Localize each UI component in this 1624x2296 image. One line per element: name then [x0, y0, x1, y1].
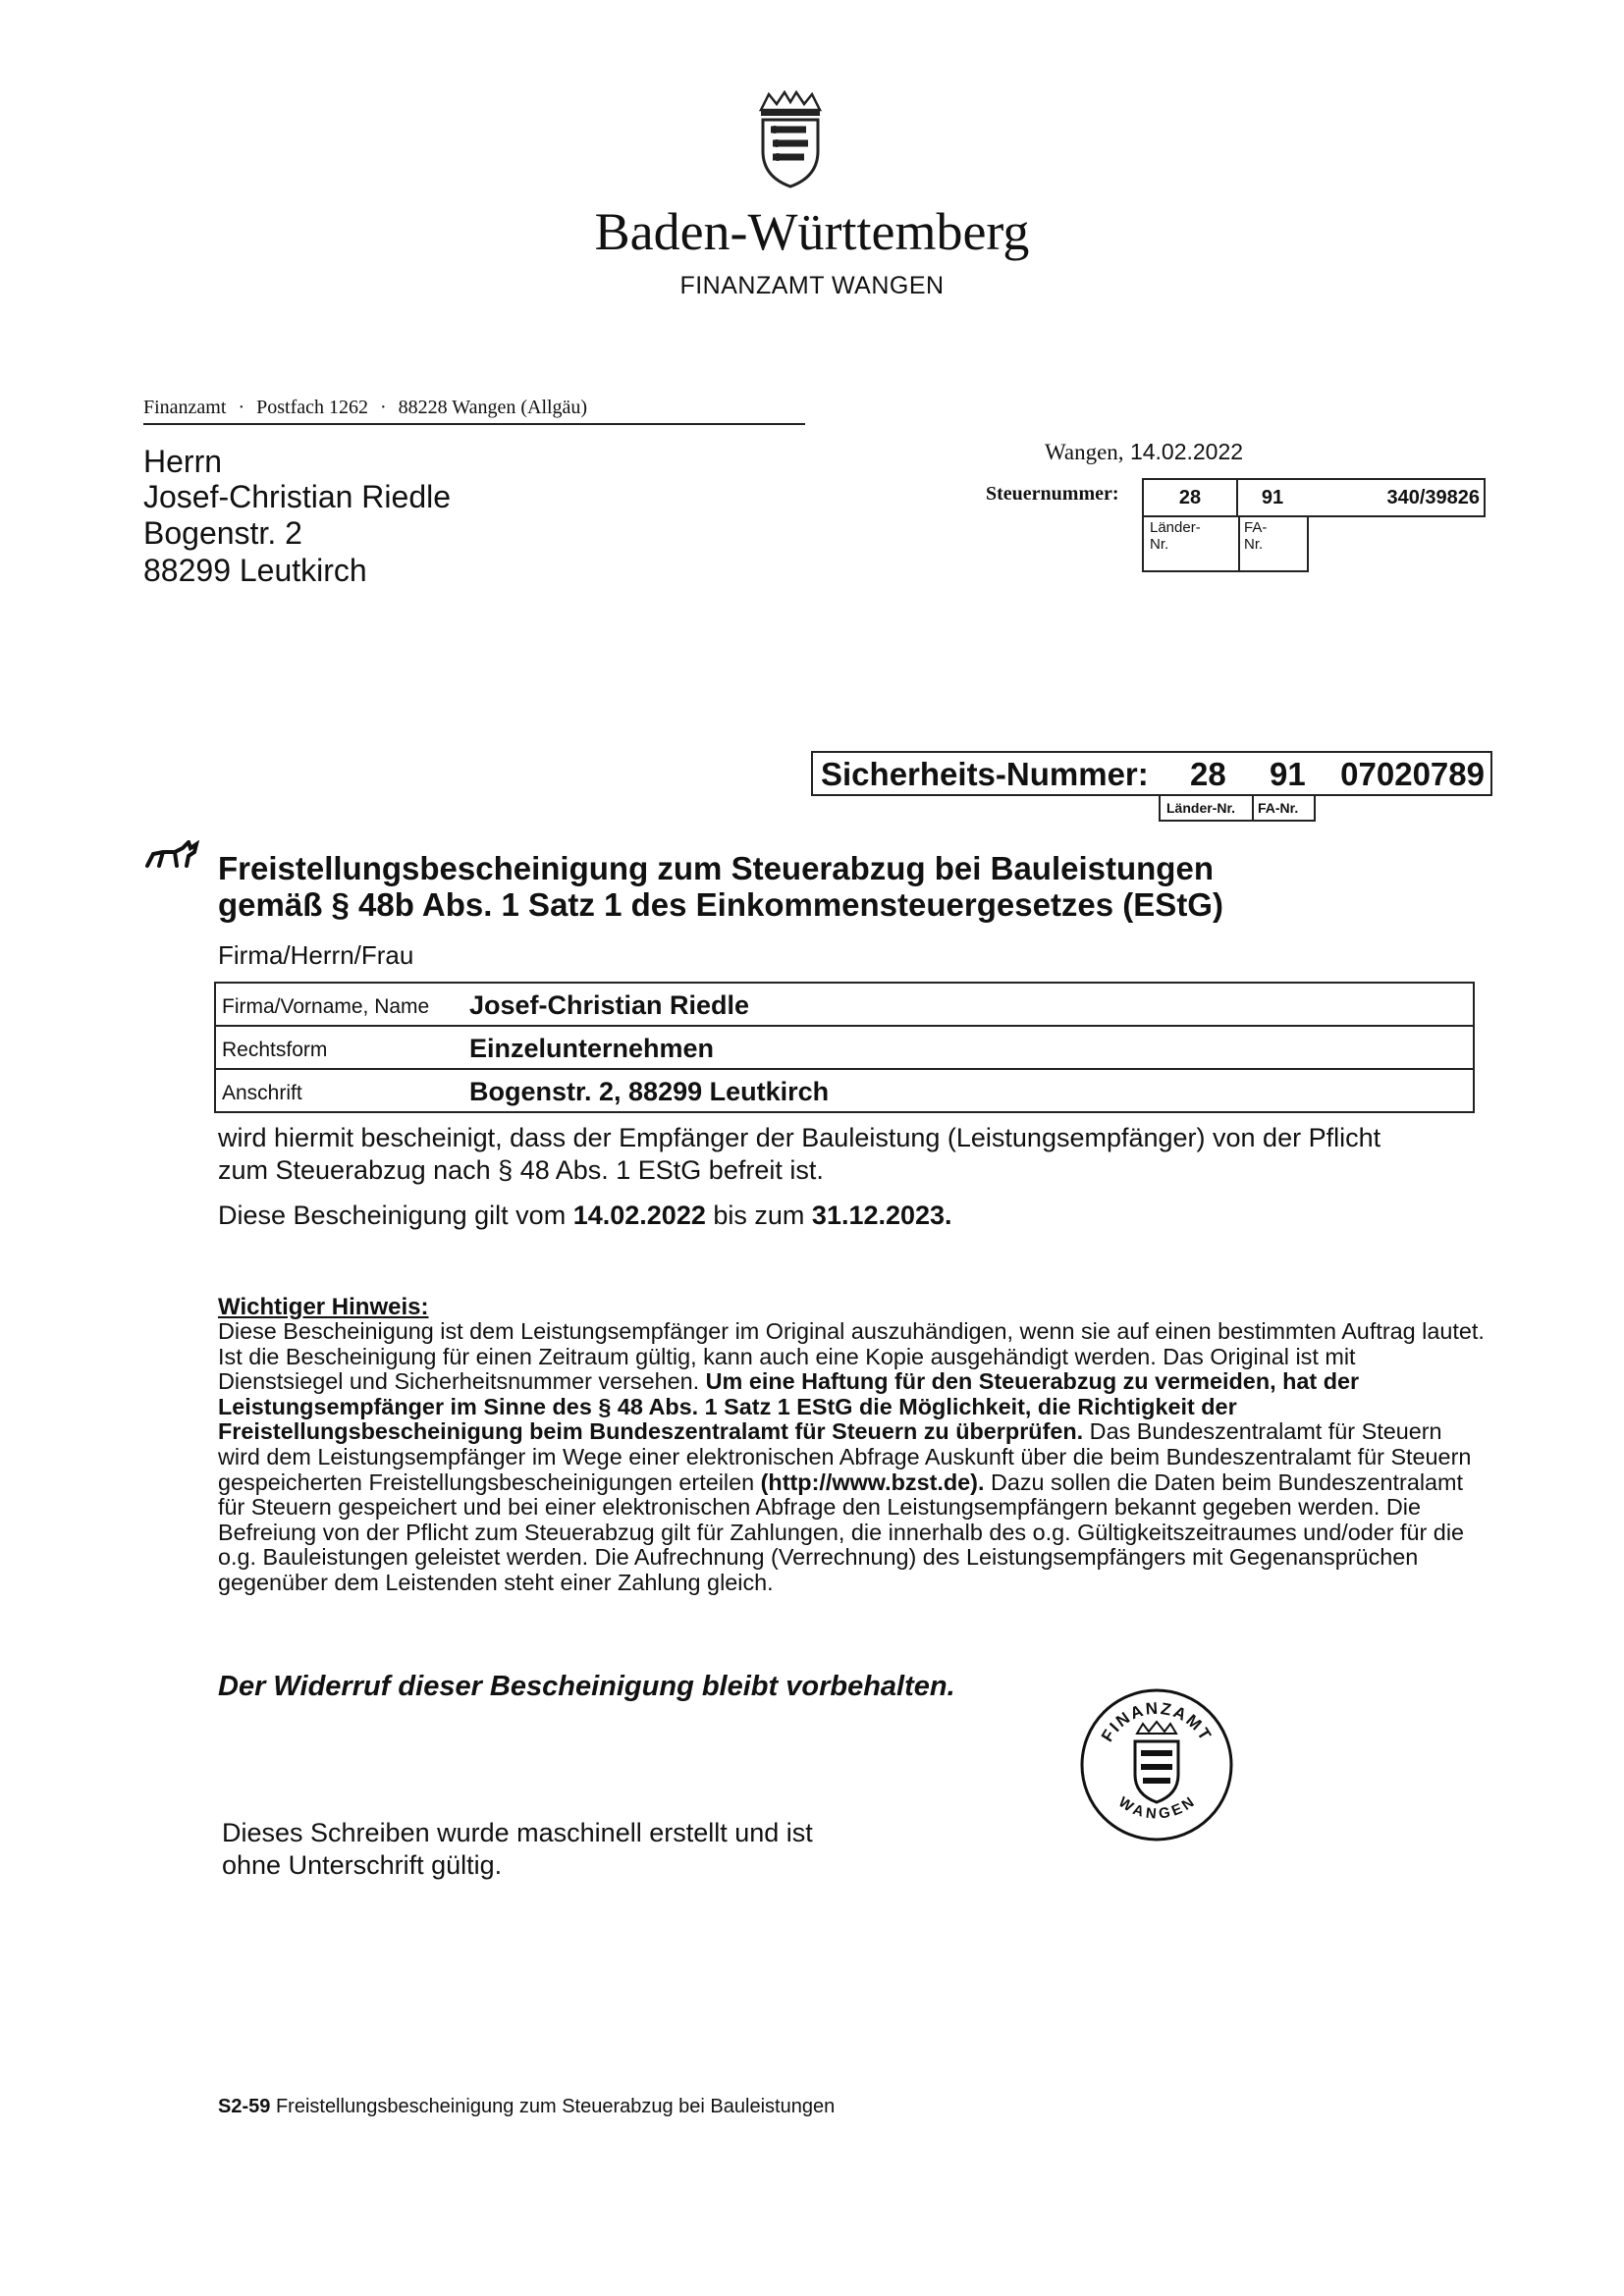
- return-address-city: 88228 Wangen (Allgäu): [398, 397, 588, 418]
- return-address: Finanzamt · Postfach 1262 · 88228 Wangen (Allgäu): [143, 397, 805, 425]
- security-number-box: [811, 751, 1492, 796]
- seal-bottom-text: WANGEN: [1115, 1793, 1199, 1823]
- document-title-line-1: Freistellungsbescheinigung zum Steuerabzug bei Bauleistungen: [218, 850, 1214, 886]
- recipient-data-table: [214, 982, 1475, 1113]
- table-row: [216, 1070, 1473, 1111]
- row-value: Josef-Christian Riedle: [469, 990, 750, 1020]
- return-address-postbox: Postfach 1262: [256, 397, 368, 418]
- tax-number-box: [1142, 478, 1486, 517]
- security-number-sublabels: [1159, 796, 1316, 822]
- notice-bold-2: (http://www.bzst.de).: [760, 1468, 985, 1495]
- notice-text-2: Das Bundeszentralamt für Steuern wird dem Leistungsempfänger im Wege einer elektronischen Abfrage Auskunft über die beim Bundeszentralamt für Steuern gespeicherten Freistellungsbescheinigungen erteilen: [218, 1418, 1472, 1495]
- table-row: [216, 1027, 1473, 1070]
- tax-number-sublabels: [1142, 515, 1309, 572]
- notice-heading: Wichtiger Hinweis:: [218, 1294, 429, 1320]
- revocation-note: Der Widerruf dieser Bescheinigung bleibt vorbehalten.: [218, 1671, 955, 1702]
- recipient-name: Josef-Christian Riedle: [143, 479, 452, 514]
- row-value: Einzelunternehmen: [469, 1034, 715, 1063]
- tax-number-label: Steuernummer:: [986, 483, 1119, 505]
- form-footer: [218, 2096, 835, 2118]
- security-laender-label: Länder-Nr.: [1166, 800, 1236, 816]
- notice-bold-1: Um eine Haftung für den Steuerabzug zu vermeiden, hat der Leistungsempfänger im Sinne des § 48 Abs. 1 Satz 1 EStG die Möglichkeit, die Richtigkeit der Freistellungsbescheinigung beim Bundeszentralamt für Steuern zu überprüfen.: [218, 1368, 1360, 1445]
- seal-top-text: FINANZAMT: [1097, 1698, 1217, 1745]
- recipient-city: 88299 Leutkirch: [143, 553, 367, 588]
- recipient-street: Bogenstr. 2: [143, 515, 302, 551]
- coat-of-arms-icon: [751, 90, 830, 188]
- document-title-line-2: gemäß § 48b Abs. 1 Satz 1 des Einkommensteuergesetzes (EStG): [218, 886, 1223, 923]
- table-row: [216, 984, 1473, 1027]
- security-fa-label: FA-Nr.: [1258, 800, 1299, 816]
- return-address-office: Finanzamt: [143, 397, 227, 418]
- validity-period: [218, 1201, 952, 1231]
- validity-prefix: Diese Bescheinigung gilt vom: [218, 1201, 567, 1230]
- tax-laender-label: Länder- Nr.: [1150, 519, 1201, 553]
- body-text-line-2: zum Steuerabzug nach § 48 Abs. 1 EStG befreit ist.: [218, 1155, 824, 1185]
- place: Wangen,: [1045, 440, 1124, 464]
- valid-to: 31.12.2023.: [811, 1201, 952, 1230]
- official-seal-icon: [1076, 1684, 1237, 1845]
- form-code: S2-59: [218, 2096, 271, 2117]
- svg-text:WANGEN: [1115, 1793, 1198, 1822]
- row-label: Anschrift: [222, 1082, 302, 1104]
- tax-number-laender: 28: [1144, 480, 1238, 515]
- deer-logo-icon: [143, 840, 202, 870]
- security-number-label: Sicherheits-Nummer:: [821, 756, 1149, 792]
- form-footer-text: Freistellungsbescheinigung zum Steuerabzug bei Bauleistungen: [275, 2096, 836, 2117]
- form-salutation: Firma/Herrn/Frau: [218, 940, 414, 970]
- security-number-value: 07020789: [1340, 756, 1485, 792]
- security-number-laender: 28: [1190, 756, 1226, 792]
- security-number-fa: 91: [1270, 756, 1306, 792]
- office-name: FINANZAMT WANGEN: [679, 272, 945, 299]
- body-text-line-1: wird hiermit bescheinigt, dass der Empfänger der Bauleistung (Leistungsempfänger) von der Pflicht: [218, 1123, 1381, 1152]
- machine-note-line-1: Dieses Schreiben wurde maschinell erstellt und ist: [222, 1818, 813, 1847]
- recipient-salutation: Herrn: [143, 444, 223, 479]
- row-label: Firma/Vorname, Name: [222, 995, 430, 1018]
- tax-fa-label: FA- Nr.: [1244, 519, 1268, 553]
- notice-text-1: Diese Bescheinigung ist dem Leistungsempfänger im Original auszuhändigen, wenn sie auf einen bestimmten Auftrag lautet. Ist die Bescheinigung für einen Zeitraum gültig, kann auch eine Kopie ausgehändigt werden. Das Original ist mit Dienstsiegel und Sicherheitsnummer versehen.: [218, 1318, 1485, 1395]
- notice-text: [218, 1319, 1487, 1596]
- row-label: Rechtsform: [222, 1039, 328, 1061]
- validity-mid: bis zum: [713, 1201, 805, 1230]
- valid-from: 14.02.2022: [572, 1201, 706, 1230]
- tax-number-value: 340/39826: [1386, 487, 1480, 508]
- tax-number-fa: 91: [1261, 487, 1284, 508]
- state-name: Baden-Württemberg: [594, 202, 1030, 261]
- date: 14.02.2022: [1129, 439, 1244, 464]
- row-value: Bogenstr. 2, 88299 Leutkirch: [469, 1077, 830, 1106]
- notice-text-3: Dazu sollen die Daten beim Bundeszentralamt für Steuern gespeichert und bei einer elektronischen Abfrage den Leistungsempfängern bekannt gegeben werden. Die Befreiung von der Pflicht zum Steuerabzug gilt für Zahlungen, die innerhalb des o.g. Gültigkeitszeitraumes und/oder für die o.g. Bauleistungen geleistet werden. Die Aufrechnung (Verrechnung) des Leistungsempfängers mit Gegenansprüchen gegenüber dem Leistenden steht einer Zahlung gleich.: [218, 1468, 1465, 1595]
- place-date: [1045, 439, 1243, 465]
- machine-note-line-2: ohne Unterschrift gültig.: [222, 1850, 503, 1880]
